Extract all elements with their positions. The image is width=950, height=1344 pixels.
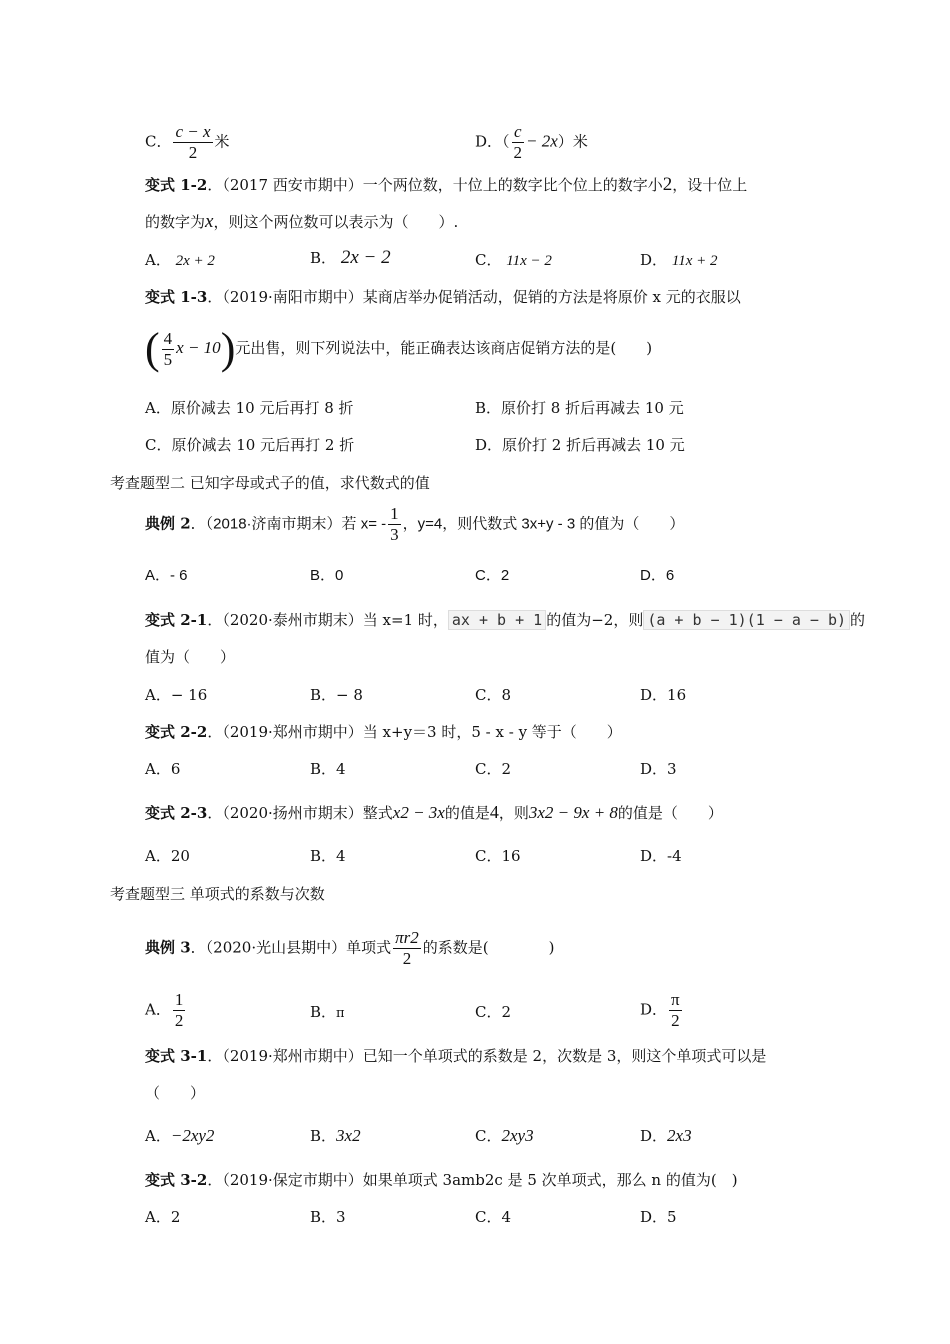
ex2-option-a — [145, 566, 188, 586]
q1-option-d — [475, 122, 588, 163]
question-ex2 — [145, 504, 684, 545]
v2-2-option-c — [475, 759, 511, 779]
question-text: ．（2018·济南市期末）若 x= - — [190, 515, 387, 533]
question-text: 的 — [850, 611, 866, 629]
option-value: 3 — [667, 760, 677, 778]
denominator: 2 — [174, 1011, 184, 1030]
denominator: 2 — [402, 949, 412, 968]
fraction — [173, 122, 212, 163]
option-label: B． — [310, 1208, 337, 1226]
option-value: 2 — [500, 567, 510, 584]
option-label: D． — [475, 436, 503, 454]
question-label: 变式 1-3 — [145, 288, 208, 306]
variable: x — [205, 211, 214, 232]
option-value: 原价打 8 折后再减去 10 元 — [501, 399, 684, 417]
fraction — [393, 928, 421, 969]
option-value: 2x − 2 — [340, 247, 391, 268]
option-label: C． — [475, 847, 502, 865]
option-label: C． — [475, 686, 502, 704]
option-value: 5 — [667, 1208, 677, 1226]
q1-option-c — [145, 122, 230, 163]
option-value: 3x2 — [336, 1126, 361, 1145]
option-label: D． — [640, 251, 668, 269]
question-label: 变式 2-2 — [145, 723, 208, 741]
option-value: 4 — [336, 760, 346, 778]
question-v2-1-cont: 值为（ ） — [145, 648, 236, 666]
v3-1-option-d — [640, 1126, 692, 1146]
v2-2-option-d — [640, 759, 677, 779]
question-text: ．（2020·泰州市期末）当 x=1 时， — [207, 611, 448, 629]
number: 4 — [489, 802, 499, 822]
option-label: D． — [640, 686, 668, 704]
v1-2-option-c — [475, 250, 552, 271]
option-value: 4 — [501, 1208, 512, 1226]
v3-2-option-c — [475, 1207, 511, 1227]
question-text: 的值为−2，则 — [546, 611, 644, 629]
option-label: D． — [475, 132, 503, 151]
question-v2-3 — [145, 802, 723, 823]
option-label: D． — [640, 847, 668, 865]
option-value: 原价减去 10 元后再打 2 折 — [171, 436, 355, 454]
option-label: B． — [310, 760, 337, 778]
option-value: 2 — [170, 1208, 181, 1226]
option-value: 原价减去 10 元后再打 8 折 — [170, 399, 354, 417]
open-paren: （ — [502, 132, 510, 151]
option-label: A． — [145, 1127, 171, 1145]
question-text: ．（2020·扬州市期末）整式 — [207, 804, 393, 822]
expression: − 2x — [526, 131, 558, 151]
question-text: 的系数是( ) — [422, 938, 555, 957]
question-label: 变式 3-2 — [145, 1171, 208, 1189]
v2-1-option-d — [640, 685, 686, 705]
v1-3-option-d — [475, 435, 685, 455]
v1-3-option-c — [145, 435, 354, 455]
v1-2-option-b — [310, 248, 391, 268]
v2-3-option-b — [310, 846, 346, 866]
option-value: 原价打 2 折后再减去 10 元 — [502, 436, 685, 454]
option-value: 2 — [501, 1003, 512, 1021]
option-label: A． — [145, 251, 171, 269]
section-heading-3: 考查题型三 单项式的系数与次数 — [110, 885, 325, 903]
option-value: 2 — [501, 760, 512, 778]
expression: 3x2 − 9x + 8 — [528, 803, 618, 822]
option-value: 2x3 — [667, 1126, 692, 1145]
option-label: B． — [310, 847, 337, 865]
fraction — [162, 329, 175, 370]
option-value: 4 — [336, 847, 346, 865]
numerator: 4 — [163, 328, 173, 348]
option-label: A． — [145, 1208, 171, 1226]
question-label: 变式 3-1 — [145, 1047, 208, 1065]
v3-1-option-b — [310, 1126, 361, 1146]
option-label: C． — [475, 760, 502, 778]
v2-3-option-d — [640, 846, 682, 866]
question-v3-1 — [145, 1046, 766, 1066]
ex3-option-c — [475, 1002, 511, 1022]
option-value: 3 — [336, 1208, 346, 1226]
ex3-option-b — [310, 1002, 345, 1024]
question-text: ．（2019·南阳市期中）某商店举办促销活动，促销的方法是将原价 x 元的衣服以 — [207, 288, 741, 306]
number: 2 — [662, 174, 673, 195]
close-paren-unit: ）米 — [557, 132, 588, 151]
option-label: D． — [640, 567, 666, 584]
ex2-option-c — [475, 566, 509, 586]
option-label: D． — [640, 1127, 668, 1145]
option-label: A． — [145, 567, 171, 584]
question-text: ．（2019·郑州市期中）当 x+y＝3 时，5 - x - y 等于（ ） — [207, 723, 622, 741]
denominator: 2 — [671, 1011, 680, 1030]
option-value: 11x − 2 — [506, 253, 552, 269]
option-value: 8 — [501, 686, 512, 704]
question-text: ．（2019·保定市期中）如果单项式 3amb2c 是 5 次单项式，那么 n 的值为( ) — [207, 1171, 738, 1189]
expression: x2 − 3x — [392, 803, 445, 822]
option-label: B． — [310, 1003, 337, 1021]
option-label: B． — [310, 249, 337, 267]
question-v1-3-cont — [145, 326, 652, 371]
question-v2-1 — [145, 610, 865, 630]
question-v1-2-cont — [145, 212, 458, 232]
v2-1-option-b — [310, 685, 363, 705]
numerator: c — [514, 122, 522, 141]
option-label: D． — [640, 1208, 668, 1226]
question-text: 的数字为 — [145, 213, 206, 231]
option-label: C． — [145, 436, 172, 454]
question-v1-3 — [145, 287, 741, 307]
option-label: A． — [145, 1000, 171, 1019]
v3-2-option-b — [310, 1207, 346, 1227]
fraction — [669, 990, 682, 1031]
option-value: π — [336, 1006, 345, 1021]
numerator: πr2 — [395, 928, 419, 947]
numerator: π — [671, 990, 680, 1009]
option-value: 6 — [170, 760, 181, 778]
option-label: D． — [640, 1000, 668, 1019]
option-label: A． — [145, 399, 171, 417]
question-label: 变式 2-3 — [145, 804, 208, 822]
v2-1-option-c — [475, 685, 511, 705]
question-label: 典例 3 — [145, 938, 191, 957]
option-label: C． — [475, 1208, 502, 1226]
question-v3-2 — [145, 1170, 738, 1190]
option-value: −2xy2 — [170, 1126, 215, 1145]
numerator: c − x — [175, 122, 211, 141]
option-label: D． — [640, 760, 668, 778]
v3-2-option-a — [145, 1207, 180, 1227]
v1-3-option-b — [475, 398, 684, 418]
question-text: ，设十位上 — [672, 176, 748, 194]
v2-3-option-a — [145, 846, 190, 866]
option-label: B． — [475, 399, 502, 417]
option-value: 20 — [170, 847, 190, 865]
right-paren: ) — [220, 324, 236, 373]
numerator: 1 — [390, 504, 399, 523]
v2-2-option-a — [145, 759, 180, 779]
option-label: B． — [310, 567, 336, 584]
option-value: 2x + 2 — [175, 253, 215, 269]
denominator: 3 — [390, 525, 399, 544]
left-paren: ( — [145, 324, 160, 373]
option-value: − 16 — [170, 686, 208, 704]
question-v3-1-cont: （ ） — [145, 1084, 206, 1102]
ex2-option-d — [640, 566, 674, 586]
v3-1-option-a — [145, 1126, 214, 1146]
question-text: ，y=4，则代数式 3x+y - 3 的值为（ ） — [402, 515, 685, 533]
option-value: 2xy3 — [501, 1126, 534, 1145]
fraction — [173, 990, 186, 1031]
formula-image: ax + b + 1 — [448, 610, 546, 630]
question-text: 的值是（ ） — [617, 804, 723, 822]
question-text: ．（2019·郑州市期中）已知一个单项式的系数是 2，次数是 3，则这个单项式可以是 — [207, 1047, 767, 1065]
v1-2-option-a — [145, 250, 215, 271]
question-label: 变式 1-2 — [145, 176, 208, 194]
option-label: A． — [145, 760, 171, 778]
option-value: − 8 — [336, 686, 363, 704]
question-v2-2 — [145, 722, 622, 742]
fraction — [512, 122, 525, 163]
option-label: C． — [145, 132, 172, 151]
question-text: 元出售，则下列说法中，能正确表达该商店促销方法的是( ) — [235, 339, 653, 357]
option-value: 11x + 2 — [671, 253, 718, 269]
expression: x − 10 — [176, 338, 221, 357]
ex2-option-b — [310, 566, 343, 586]
question-label: 变式 2-1 — [145, 611, 208, 629]
option-label: C． — [475, 567, 501, 584]
option-label: B． — [310, 1127, 337, 1145]
question-text: ，则 — [498, 804, 529, 822]
ex3-option-d — [640, 990, 684, 1031]
v3-2-option-d — [640, 1207, 677, 1227]
option-value: 0 — [335, 567, 344, 584]
option-label: A． — [145, 847, 171, 865]
option-value: - 6 — [170, 567, 188, 584]
fraction — [388, 504, 401, 545]
question-ex3 — [145, 928, 554, 969]
numerator: 1 — [174, 990, 184, 1009]
v1-3-option-a — [145, 398, 354, 418]
question-label: 典例 2 — [145, 514, 191, 533]
v3-1-option-c — [475, 1126, 534, 1146]
option-value: -4 — [667, 847, 682, 865]
question-text: ．（2017 西安市期中）一个两位数，十位上的数字比个位上的数字小 — [207, 176, 663, 194]
question-v1-2 — [145, 175, 747, 195]
question-text: 的值是 — [444, 804, 490, 822]
option-label: C． — [475, 1127, 502, 1145]
section-heading-2: 考查题型二 已知字母或式子的值，求代数式的值 — [110, 474, 430, 492]
question-text: ，则这个两位数可以表示为（ ）. — [213, 213, 459, 231]
v2-3-option-c — [475, 846, 521, 866]
formula-image: (a + b − 1)(1 − a − b) — [643, 610, 850, 630]
ex3-option-a — [145, 990, 187, 1031]
denominator: 2 — [513, 143, 523, 162]
option-label: C． — [475, 251, 502, 269]
v2-2-option-b — [310, 759, 346, 779]
option-value: 6 — [665, 567, 675, 584]
denominator: 2 — [188, 143, 198, 162]
option-value: 16 — [501, 847, 521, 865]
denominator: 5 — [163, 349, 173, 369]
option-label: C． — [475, 1003, 502, 1021]
v1-2-option-d — [640, 250, 717, 271]
option-label: A． — [145, 686, 171, 704]
unit: 米 — [214, 132, 230, 151]
option-value: 16 — [667, 686, 687, 704]
v2-1-option-a — [145, 685, 207, 705]
question-text: ．（2020·光山县期中）单项式 — [190, 938, 392, 957]
option-label: B． — [310, 686, 337, 704]
